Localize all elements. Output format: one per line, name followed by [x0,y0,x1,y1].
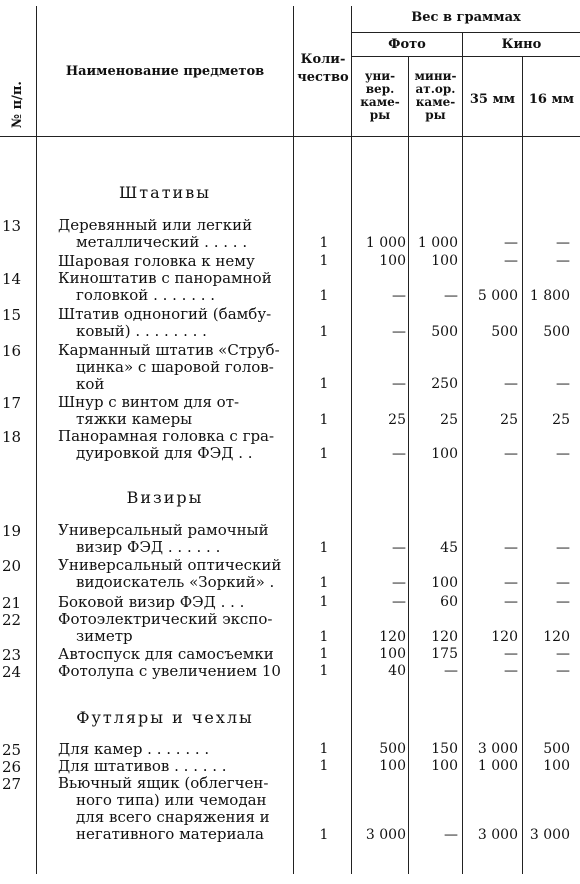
row-16mm: 120 [543,629,570,645]
row-qty: 1 [319,253,329,269]
header-16mm: 16 мм [528,92,575,107]
header-name: Наименование предметов [65,64,265,79]
row-16mm: — [556,663,570,679]
row-16mm: — [556,594,570,610]
row-16mm: — [556,540,570,556]
row-mini: 150 [431,741,458,757]
row-qty: 1 [319,412,329,428]
row-num: 14 [2,270,22,288]
row-name: Шаровая головка к нему [58,252,255,270]
header-qty-1: Коли- [300,52,346,67]
row-qty: 1 [319,235,329,251]
header-univ-3: каме- [360,95,400,109]
row-qty: 1 [319,758,329,774]
row-num: 15 [2,306,22,324]
row-name: Панорамная головка с гра- дуировкой для ФЭД . . [58,427,275,462]
header-foto: Фото [388,37,426,52]
row-qty: 1 [319,646,329,662]
row-16mm: — [556,235,570,251]
row-qty: 1 [319,741,329,757]
header-univ-4: ры [369,108,391,122]
row-name: Шнур с винтом для от- тяжки камеры [58,393,240,428]
header-univ-1: уни- [364,69,396,83]
row-univ: — [392,446,406,462]
row-num: 22 [2,611,22,629]
row-35mm: — [504,575,518,591]
row-name: Боковой визир ФЭД . . . [58,593,245,611]
row-35mm: — [504,594,518,610]
row-mini: 100 [431,446,458,462]
row-16mm: — [556,646,570,662]
header-kino: Кино [501,37,542,52]
row-16mm: — [556,575,570,591]
header-qty-2: чество [297,70,349,85]
row-num: 20 [2,557,22,575]
row-qty: 1 [319,376,329,392]
row-name: Штатив одноногий (бамбу- ковый) . . . . . . . . [58,305,272,340]
row-mini: — [444,827,458,843]
row-qty: 1 [319,575,329,591]
row-35mm: 120 [491,629,518,645]
section-viewfinders: Визиры [126,488,204,507]
row-mini: 100 [431,253,458,269]
row-num: 17 [2,394,22,412]
row-name: Для камер . . . . . . . [58,740,210,758]
row-univ: — [392,540,406,556]
row-qty: 1 [319,629,329,645]
row-name: Универсальный оптический видоискатель «Зоркий» . [58,556,282,591]
row-name: Киноштатив с панорамной головкой . . . . . . . [58,269,272,304]
row-35mm: 500 [491,324,518,340]
row-35mm: 1 000 [477,758,518,774]
section-cases: Футляры и чехлы [76,708,254,727]
rule-header-bottom [0,136,580,137]
row-univ: 100 [379,758,406,774]
row-num: 18 [2,428,22,446]
row-num: 21 [2,594,22,612]
row-num: 27 [2,775,22,793]
row-qty: 1 [319,324,329,340]
row-mini: 100 [431,575,458,591]
row-univ: 25 [388,412,406,428]
row-35mm: 3 000 [477,827,518,843]
row-num: 23 [2,646,22,664]
row-35mm: — [504,540,518,556]
header-35mm: 35 мм [469,92,516,107]
row-univ: 40 [388,663,406,679]
row-35mm: 25 [500,412,518,428]
row-mini: 60 [440,594,458,610]
row-mini: 120 [431,629,458,645]
row-univ: 120 [379,629,406,645]
row-35mm: 5 000 [477,288,518,304]
header-mini-2: ат.ор. [415,82,456,96]
row-16mm: — [556,446,570,462]
row-16mm: — [556,376,570,392]
row-num: 26 [2,758,22,776]
row-mini: — [444,663,458,679]
row-35mm: — [504,663,518,679]
row-univ: — [392,575,406,591]
header-num: № п/п. [10,81,25,128]
row-name: Карманный штатив «Струб- цинка» с шаровой голов- кой [58,341,280,393]
row-name: Деревянный или легкий металлический . . . . . [58,216,253,251]
row-qty: 1 [319,288,329,304]
row-univ: 500 [379,741,406,757]
row-16mm: 500 [543,324,570,340]
row-35mm: — [504,646,518,662]
row-num: 16 [2,342,22,360]
rule-weight [351,32,580,33]
row-name: Для штативов . . . . . . [58,757,227,775]
row-35mm: — [504,253,518,269]
row-mini: 175 [431,646,458,662]
row-univ: 3 000 [365,827,406,843]
row-name: Фотолупа с увеличением 10 [58,662,281,680]
row-name: Вьючный ящик (облегчен- ного типа) или чемодан для всего снаряжения и негативного материала [58,774,270,843]
row-univ: — [392,376,406,392]
row-mini: 250 [431,376,458,392]
row-qty: 1 [319,827,329,843]
row-name: Автоспуск для самосъемки [58,645,274,663]
row-univ: — [392,288,406,304]
row-mini: 100 [431,758,458,774]
row-35mm: — [504,376,518,392]
row-mini: 1 000 [417,235,458,251]
header-mini-4: ры [425,108,446,122]
row-mini: 500 [431,324,458,340]
rule-foto-kino [351,56,580,57]
row-16mm: 25 [552,412,570,428]
header-mini-1: мини- [414,69,457,83]
section-tripods: Штативы [119,183,211,202]
row-univ: 1 000 [365,235,406,251]
row-16mm: 1 800 [529,288,570,304]
row-mini: 45 [440,540,458,556]
row-name: Фотоэлектрический экспо- зиметр [58,610,273,645]
row-35mm: — [504,446,518,462]
row-mini: — [444,288,458,304]
row-35mm: 3 000 [477,741,518,757]
row-num: 24 [2,663,22,681]
row-name: Универсальный рамочный визир ФЭД . . . . . . [58,521,269,556]
row-num: 25 [2,741,22,759]
row-num: 19 [2,522,22,540]
row-16mm: 100 [543,758,570,774]
header-mini-3: каме- [415,95,456,109]
row-num: 13 [2,217,22,235]
row-qty: 1 [319,594,329,610]
row-16mm: 500 [543,741,570,757]
row-univ: 100 [379,253,406,269]
row-univ: — [392,594,406,610]
row-mini: 25 [440,412,458,428]
row-16mm: 3 000 [529,827,570,843]
row-qty: 1 [319,446,329,462]
row-univ: 100 [379,646,406,662]
row-35mm: — [504,235,518,251]
row-qty: 1 [319,663,329,679]
row-univ: — [392,324,406,340]
row-16mm: — [556,253,570,269]
header-univ-2: вер. [365,82,395,96]
header-weight: Вес в граммах [411,10,521,25]
row-qty: 1 [319,540,329,556]
